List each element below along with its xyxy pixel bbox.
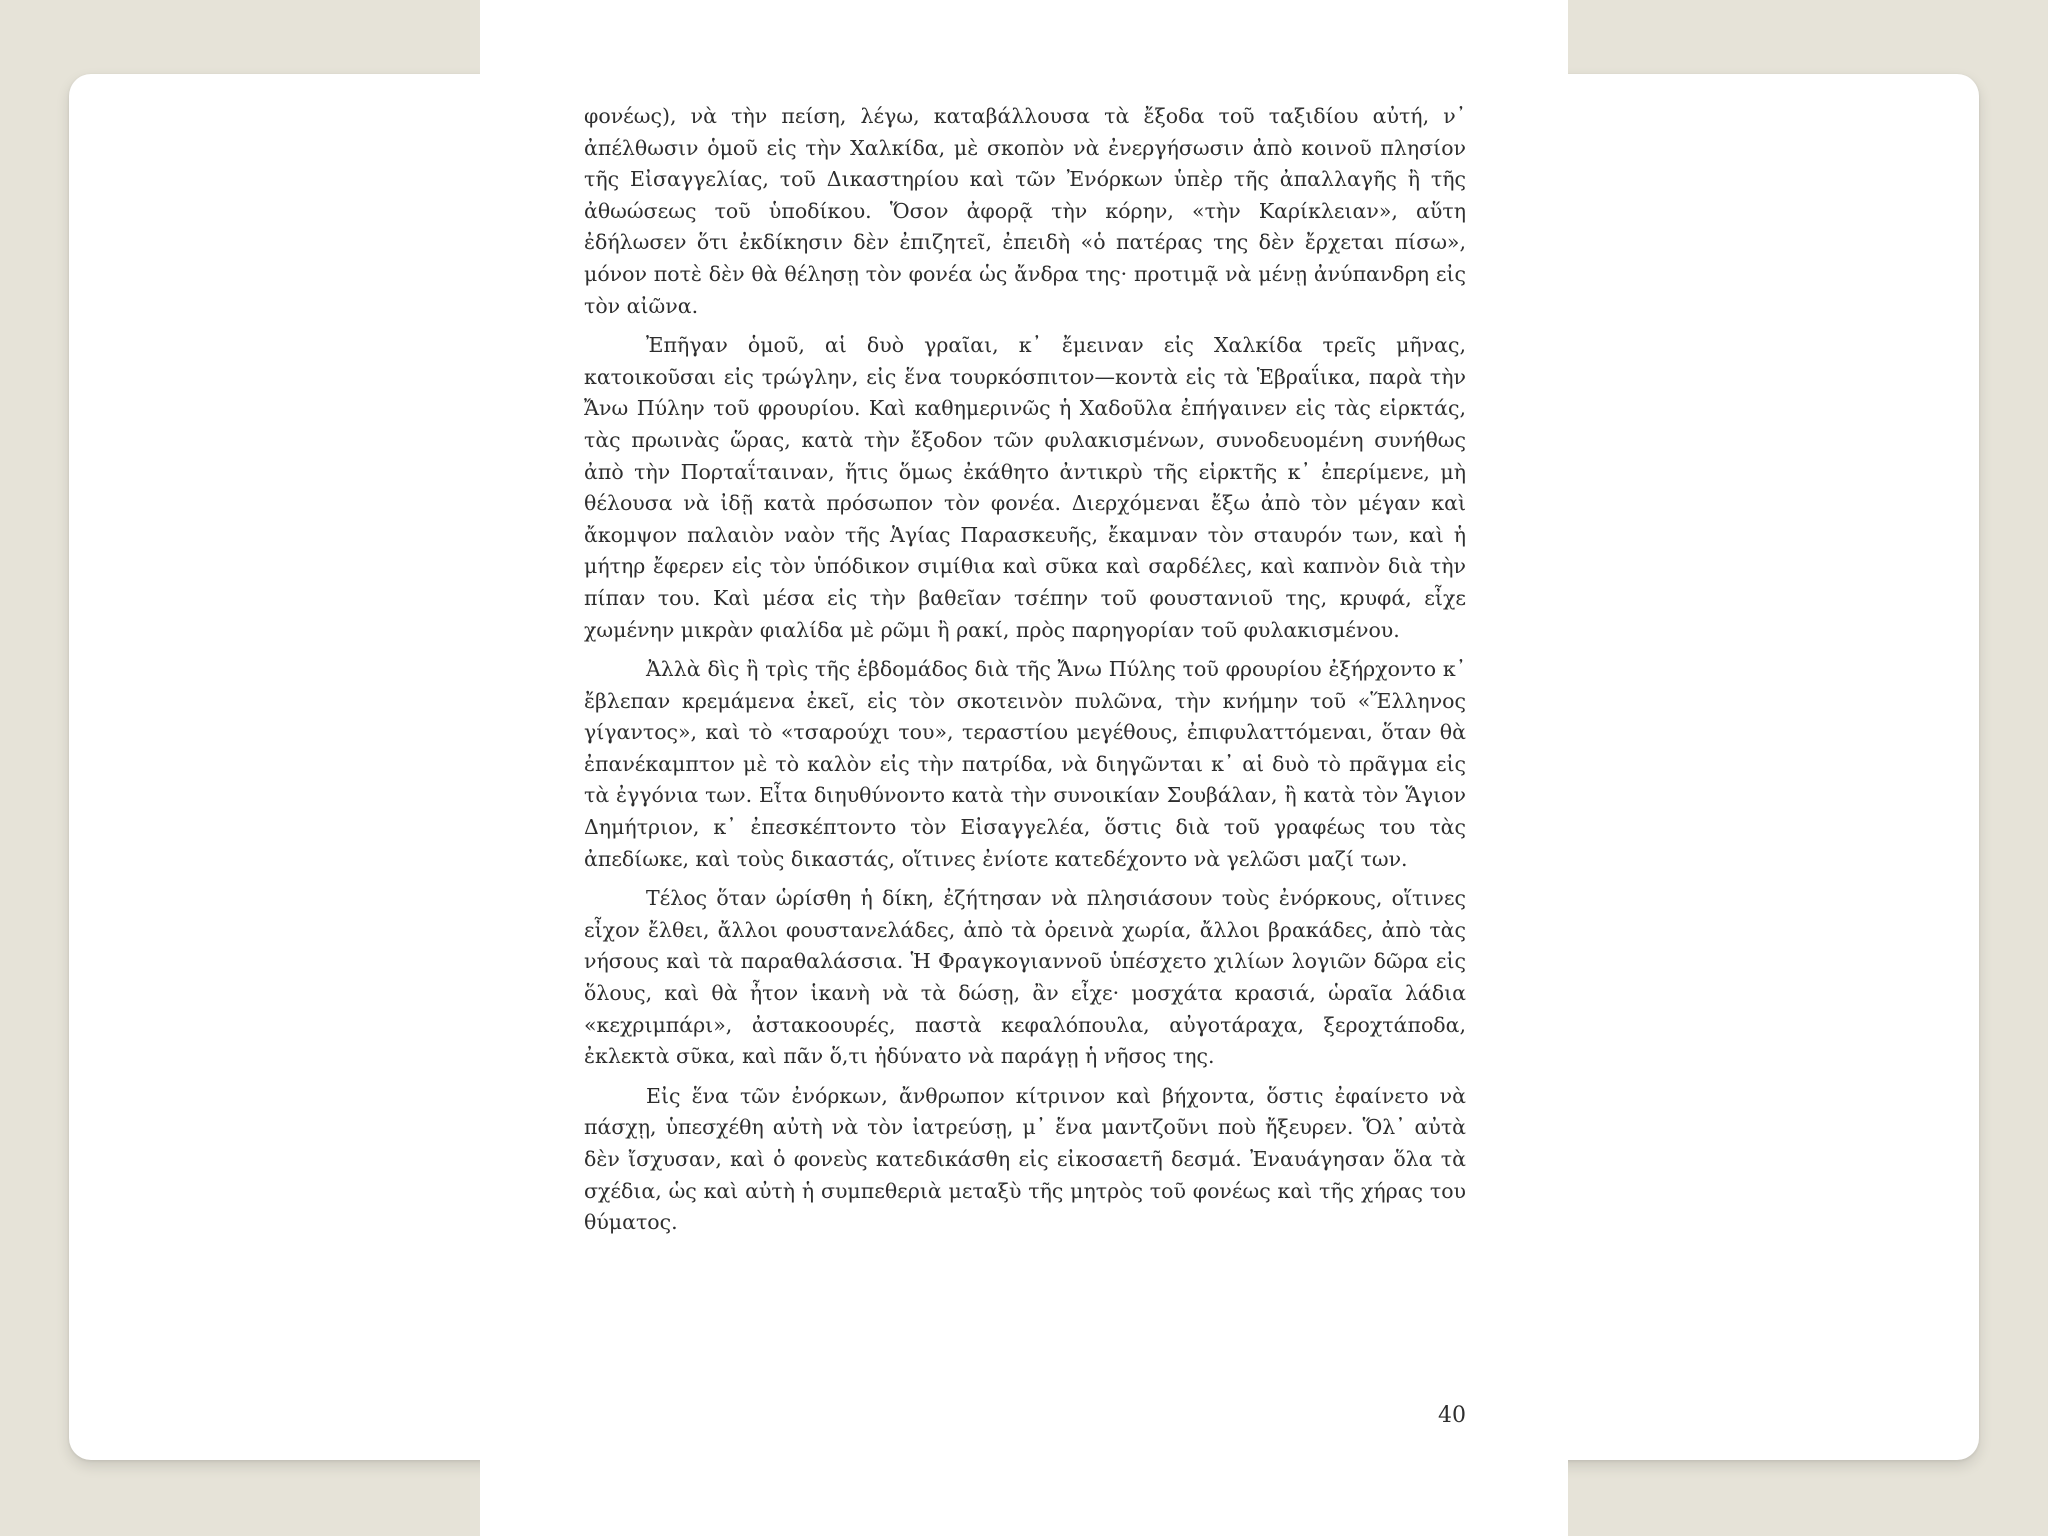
paragraph-1: φονέως), νὰ τὴν πείση, λέγω, καταβάλλουσα τὰ ἔξοδα τοῦ ταξιδίου αὐτή, ν᾽ ἀπέλθωσιν ὁμοῦ εἰς τὴν Χαλκίδα, μὲ σκοπὸν νὰ ἐνεργήσωσιν ἀπὸ κοινοῦ πλησίον τῆς Εἰσαγγελίας, τοῦ Δικαστηρίου καὶ τῶν Ἐνόρκων ὑπὲρ τῆς ἀπαλλαγῆς ἢ τῆς ἀθωώσεως τοῦ ὑποδίκου. Ὅσον ἀφορᾷ τὴν κόρην, «τὴν Καρίκλειαν», αὕτη ἐδήλωσεν ὅτι ἐκδίκησιν δὲν ἐπιζητεῖ, ἐπειδὴ «ὁ πατέρας της δὲν ἔρχεται πίσω», μόνον ποτὲ δὲν θὰ θέλησῃ τὸν φονέα ὡς ἄνδρα της· προτιμᾷ νὰ μένῃ ἀνύπανδρη εἰς τὸν αἰῶνα. (584, 104, 1466, 318)
paragraph-3: Ἀλλὰ δὶς ἢ τρὶς τῆς ἑβδομάδος διὰ τῆς Ἄνω Πύλης τοῦ φρουρίου ἐξήρχοντο κ᾽ ἔβλεπαν κρεμάμενα ἐκεῖ, εἰς τὸν σκοτεινὸν πυλῶνα, τὴν κνήμην τοῦ «Ἕλληνος γίγαντος», καὶ τὸ «τσαρούχι του», τεραστίου μεγέθους, ἐπιφυλαττόμεναι, ὅταν θὰ ἐπανέκαμπτον μὲ τὸ καλὸν εἰς τὴν πατρίδα, νὰ διηγῶνται κ᾽ αἱ δυὸ τὸ πρᾶγμα εἰς τὰ ἐγγόνια των. Εἶτα διηυθύνοντο κατὰ τὴν συνοικίαν Σουβάλαν, ἢ κατὰ τὸν Ἅγιον Δημήτριον, κ᾽ ἐπεσκέπτοντο τὸν Εἰσαγγελέα, ὅστις διὰ τοῦ γραφέως του τὰς ἀπεδίωκε, καὶ τοὺς δικαστάς, οἵτινες ἐνίοτε κατεδέχοντο νὰ γελῶσι μαζί των. (584, 657, 1466, 871)
page-number: 40 (1438, 1403, 1466, 1428)
page-text (584, 101, 1466, 1381)
paragraph-5: Εἰς ἕνα τῶν ἐνόρκων, ἄνθρωπον κίτρινον καὶ βήχοντα, ὅστις ἐφαίνετο νὰ πάσχῃ, ὑπεσχέθη αὐτὴ νὰ τὸν ἰατρεύσῃ, μ᾽ ἕνα μαντζοῦνι ποὺ ἤξευρεν. Ὅλ᾽ αὐτὰ δὲν ἴσχυσαν, καὶ ὁ φονεὺς κατεδικάσθη εἰς εἰκοσαετῆ δεσμά. Ἐναυάγησαν ὅλα τὰ σχέδια, ὡς καὶ αὐτὴ ἡ συμπεθεριὰ μεταξὺ τῆς μητρὸς τοῦ φονέως καὶ τῆς χήρας του θύματος. (584, 1083, 1466, 1235)
paragraph-4: Τέλος ὅταν ὡρίσθη ἡ δίκη, ἐζήτησαν νὰ πλησιάσουν τοὺς ἐνόρκους, οἵτινες εἶχον ἔλθει, ἄλλοι φουστανελάδες, ἀπὸ τὰ ὀρεινὰ χωρία, ἄλλοι βρακάδες, ἀπὸ τὰς νήσους καὶ τὰ παραθαλάσσια. Ἡ Φραγκογιαννοῦ ὑπέσχετο χιλίων λογιῶν δῶρα εἰς ὅλους, καὶ θὰ ἦτον ἱκανὴ νὰ τὰ δώσῃ, ἂν εἶχε· μοσχάτα κρασιά, ὡραῖα λάδια «κεχριμπάρι», ἀστακοουρές, παστὰ κεφαλόπουλα, αὐγοτάραχα, ξεροχτάποδα, ἐκλεκτὰ σῦκα, καὶ πᾶν ὅ,τι ἠδύνατο νὰ παράγῃ ἡ νῆσος της. (584, 886, 1466, 1069)
paragraph-2: Ἐπῆγαν ὁμοῦ, αἱ δυὸ γραῖαι, κ᾽ ἔμειναν εἰς Χαλκίδα τρεῖς μῆνας, κατοικοῦσαι εἰς τρώγλην, εἰς ἕνα τουρκόσπιτον—κοντὰ εἰς τὰ Ἑβραΐικα, παρὰ τὴν Ἄνω Πύλην τοῦ φρουρίου. Καὶ καθημερινῶς ἡ Χαδοῦλα ἐπήγαινεν εἰς τὰς εἱρκτάς, τὰς πρωινὰς ὥρας, κατὰ τὴν ἔξοδον τῶν φυλακισμένων, συνοδευομένη συνήθως ἀπὸ τὴν Πορταΐταιναν, ἥτις ὅμως ἐκάθητο ἀντικρὺ τῆς εἱρκτῆς κ᾽ ἐπερίμενε, μὴ θέλουσα νὰ ἰδῇ κατὰ πρόσωπον τὸν φονέα. Διερχόμεναι ἔξω ἀπὸ τὸν μέγαν καὶ ἄκομψον παλαιὸν ναὸν τῆς Ἁγίας Παρασκευῆς, ἔκαμναν τὸν σταυρόν των, καὶ ἡ μήτηρ ἔφερεν εἰς τὸν ὑπόδικον σιμίθια καὶ σῦκα καὶ σαρδέλες, καὶ καπνὸν διὰ τὴν πίπαν του. Καὶ μέσα εἰς τὴν βαθεῖαν τσέπην τοῦ φουστανιοῦ της, κρυφά, εἶχε χωμένην μικρὰν φιαλίδα μὲ ρῶμι ἢ ρακί, πρὸς παρηγορίαν τοῦ φυλακισμένου. (584, 333, 1466, 642)
